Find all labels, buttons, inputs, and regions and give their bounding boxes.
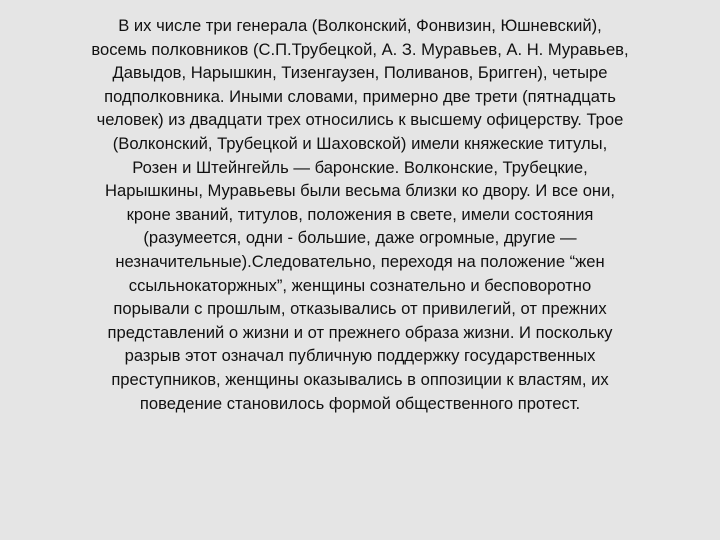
paragraph-line: Нарышкины, Муравьевы были весьма близки ко двору. И все они, xyxy=(105,181,615,201)
paragraph-line: Давыдов, Нарышкин, Тизенгаузен, Поливанов, Бригген), четыре xyxy=(112,63,608,83)
paragraph-line: (разумеется, одни - большие, даже огромные, другие — xyxy=(143,228,577,248)
paragraph-text xyxy=(26,14,694,415)
paragraph-line: преступников, женщины оказывались в оппозиции к властям, их xyxy=(111,369,609,389)
paragraph-line: представлений о жизни и от прежнего образа жизни. И поскольку xyxy=(107,322,613,342)
paragraph-line: ссыльнокаторжных”, женщины сознательно и бесповоротно xyxy=(128,275,592,295)
paragraph-line: поведение становилось формой общественного протест. xyxy=(139,393,581,413)
paragraph-line: порывали с прошлым, отказывались от привилегий, от прежних xyxy=(113,299,607,319)
paragraph-line: подполковника. Иными словами, примерно две трети (пятнадцать xyxy=(104,86,616,106)
paragraph-line: человек) из двадцати трех относились к высшему офицерству. Трое xyxy=(96,110,624,130)
paragraph-line: Розен и Штейнгейль — баронские. Волконские, Трубецкие, xyxy=(132,157,588,177)
paragraph-line: кроне званий, титулов, положения в свете, имели состояния xyxy=(126,204,594,224)
paragraph-line: (Волконский, Трубецкой и Шаховской) имели княжеские титулы, xyxy=(112,133,608,153)
paragraph-line: В их числе три генерала (Волконский, Фонвизин, Юшневский), xyxy=(118,16,602,35)
paragraph-line: разрыв этот означал публичную поддержку государственных xyxy=(124,346,596,366)
paragraph-line: незначительные).Следовательно, переходя на положение “жен xyxy=(115,251,605,271)
paragraph-line: восемь полковников (С.П.Трубецкой, А. З. Муравьев, А. Н. Муравьев, xyxy=(91,39,629,59)
